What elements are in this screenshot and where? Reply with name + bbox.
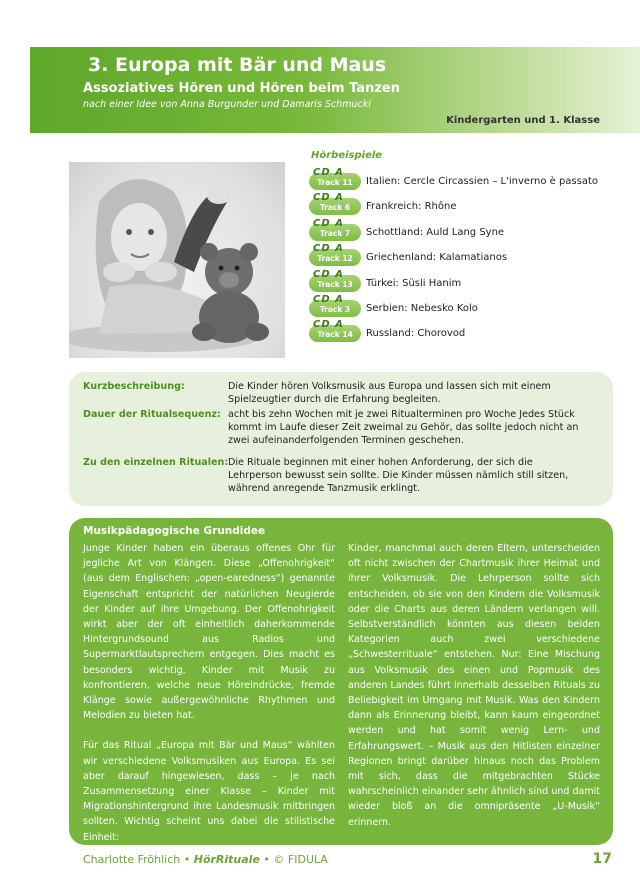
grade-level: Kindergarten und 1. Klasse [446, 115, 600, 126]
cd-track-badge [309, 319, 361, 342]
track-label: Schottland: Auld Lang Syne [366, 226, 505, 238]
cd-label: CD A [313, 243, 344, 255]
rituale-text: Die Rituale beginnen mit einer hohen Anforderung, der sich die Lehrperson bewusst sein sollte. Die Kinder müssen nämlich still sitzen, während anregende Tanzmusik erklingt. [228, 457, 569, 494]
track-label: Griechenland: Kalamatianos [366, 252, 508, 264]
cd-label: CD A [313, 268, 344, 280]
cd-track-badge [309, 243, 361, 266]
footer-publisher: © FIDULA [273, 853, 328, 866]
track-label: Russland: Chorovod [366, 328, 466, 340]
footer-separator: • [263, 853, 270, 866]
cd-track-badge [309, 293, 361, 317]
page-title: 3. Europa mit Bär und Maus [88, 54, 387, 76]
grundidee-paragraph: Kinder, manchmal auch deren Eltern, unterscheiden oft nicht zwischen der Chartmusik ihrer Heimat und ihrer Volksmusik. Die Lehrperson sollte sich entscheiden, ob sie von den Kindern die Volksmusik oder die Charts aus deren Ländern verlangen will. Selbstverständlich könnten aus diesen beiden Kategorien auch zwei verschiedene „Schwesterrituale“ entstehen. Nur: Eine Mischung aus Volksmusik des einen und Popmusik des anderen Landes führt innerhalb desselben Rituals zu Beliebigkeit im Umgang mit Musik. Was den Kindern dann als Erinnerung bleibt, kann kaum eingeordnet werden und hat somit wenig Lern- und Erfahrungswert. – Musik aus den Hitlisten einzelner Regionen bringt darüber hinaus noch das Problem mit sich, dass die mitgebrachten Stücke wahrscheinlich einander sehr ähnlich sind und damit wieder bloß an die omnipräsente „U-Musik“ erinnern. [348, 543, 600, 828]
cd-track-badge [309, 192, 361, 215]
track-label: Serbien: Nebesko Kolo [366, 302, 478, 314]
track-label: Italien: Cercle Circassien – L'inverno è passato [366, 176, 599, 187]
grundidee-paragraph: Für das Ritual „Europa mit Bär und Maus“ wählten wir verschiedene Volksmusiken aus Europa. Es sei aber darauf hingewiesen, dass – je nach Zusammensetzung einer Klasse – Kinder mit Migrationshintergrund ihre Landesmusik mitbringen sollten. Wichtig scheint uns dabei die stilistische Einheit: [83, 740, 335, 843]
photo-girl-with-teddy-bear [69, 162, 285, 358]
grundidee-right-column [348, 541, 600, 830]
cd-label: CD A [313, 167, 344, 178]
cd-label: CD A [313, 192, 344, 204]
footer-author: Charlotte Fröhlich [83, 853, 181, 866]
grundidee-paragraph: Junge Kinder haben ein überaus offenes Ohr für jegliche Art von Klängen. Diese „Offenohrigkeit“ (aus dem Englischen: „open-earedness“) genannte Eigenschaft entspricht der natürlichen Neugierde der Kinder auf ihre Umgebung. Der Offenohrigkeit wirkt aber der oft einheitlich daherkommende Hintergrundsound aus Radios und Supermarktlautsprechern entgegen. Dies macht es besonders wichtig, Kinder mit Musik zu konfrontieren, welche neue Höreindrücke, fremde Klänge sowie außergewöhnliche Rhythmen und Melodien zu bieten hat. [83, 543, 335, 722]
track-number: Track 13 [317, 279, 353, 289]
photo-illustration [69, 162, 285, 358]
dauer-label: Dauer der Ritualsequenz: [83, 409, 221, 420]
idea-credit: nach einer Idee von Anna Burgunder und Damaris Schmucki [83, 99, 371, 110]
track-label: Türkei: Süsli Hanim [366, 277, 462, 289]
hoerbeispiele-heading: Hörbeispiele [311, 150, 383, 161]
cd-track-badge [309, 167, 361, 190]
track-number: Track 11 [317, 178, 353, 187]
dauer-text: acht bis zehn Wochen mit je zwei Ritualterminen pro Woche Jedes Stück kommt im Laufe dieser Zeit zweimal zu Gehör, das sollte jedoch nicht an zwei aufeinanderfolgenden Terminen geschehen. [228, 409, 579, 446]
track-number: Track 14 [317, 330, 353, 340]
track-number: Track 12 [317, 254, 353, 264]
footer-separator: • [183, 853, 191, 866]
cd-label: CD A [313, 293, 344, 305]
track-number: Track 6 [319, 203, 351, 213]
cd-label: CD A [313, 217, 344, 229]
grundidee-heading: Musikpädagogische Grundidee [83, 525, 266, 537]
track-number: Track 7 [319, 228, 351, 238]
track-label: Frankreich: Rhône [366, 201, 457, 213]
rituale-label: Zu den einzelnen Ritualen: [83, 457, 229, 468]
cd-track-badge [309, 217, 361, 241]
footer-brand: HörRituale [193, 853, 260, 866]
cd-label: CD A [313, 319, 344, 331]
track-number: Track 3 [319, 304, 351, 314]
grundidee-left-column [83, 541, 335, 845]
page-subtitle: Assoziatives Hören und Hören beim Tanzen [83, 81, 400, 96]
kurzbeschreibung-label: Kurzbeschreibung: [83, 381, 185, 392]
footer [83, 853, 328, 866]
page-number: 17 [592, 851, 612, 867]
kurzbeschreibung-text: Die Kinder hören Volksmusik aus Europa und lassen sich mit einem Spielzeugtier durch die Erfahrung begleiten. [228, 381, 551, 405]
cd-track-badge [309, 268, 361, 292]
